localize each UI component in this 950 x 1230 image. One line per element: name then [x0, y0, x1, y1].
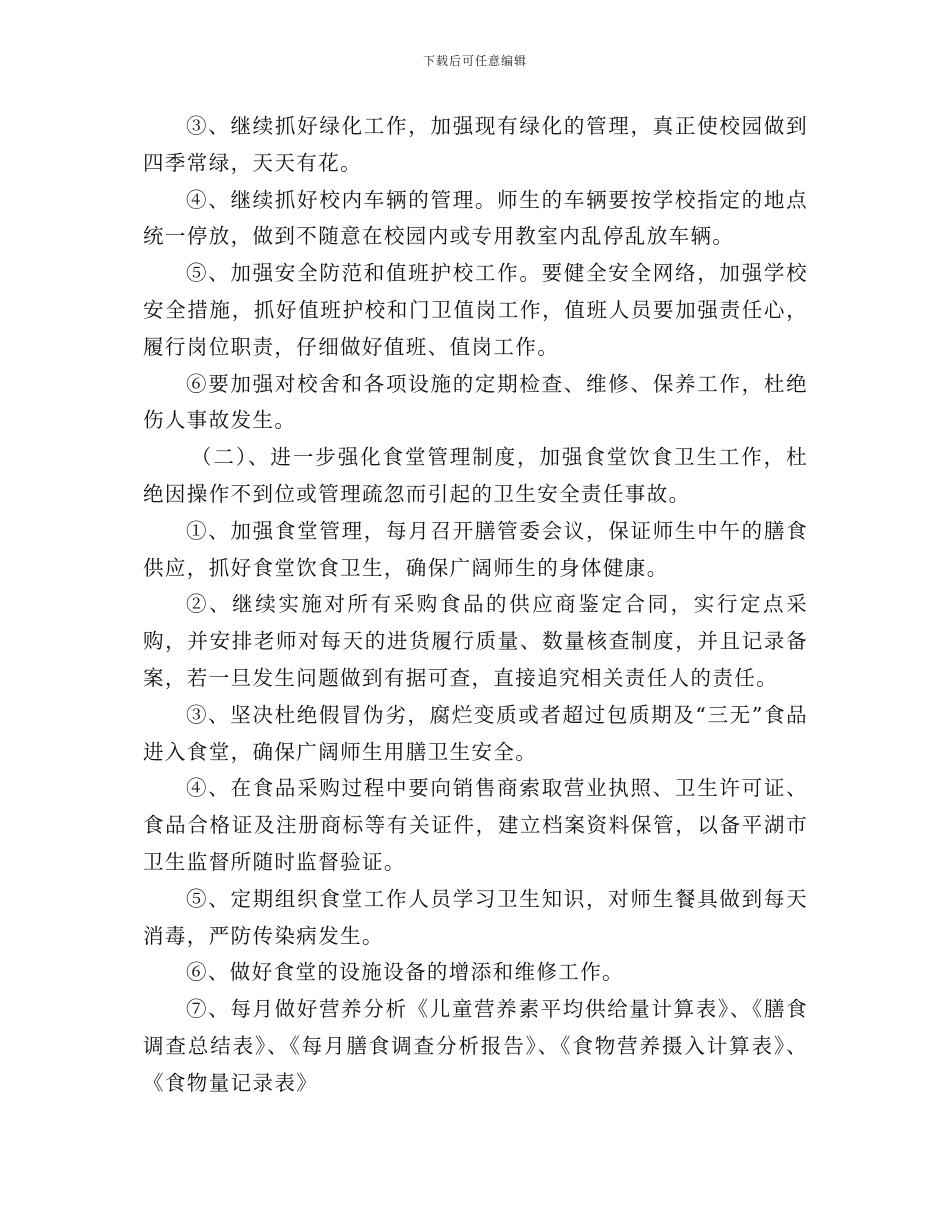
paragraph-nutrition-analysis: ⑦、每月做好营养分析《儿童营养素平均供给量计算表》、《膳食调查总结表》、《每月膳食调查分析报告》、《食物营养摄入计算表》、《食物量记录表》	[143, 997, 808, 1095]
paragraph-safety-duty: ⑤、加强安全防范和值班护校工作。要健全安全网络，加强学校安全措施，抓好值班护校和门卫值岗工作，值班人员要加强责任心，履行岗位职责，仔细做好值班、值岗工作。	[143, 261, 808, 359]
paragraph-food-procurement: ④、在食品采购过程中要向销售商索取营业执照、卫生许可证、食品合格证及注册商标等有关证件，建立档案资料保管，以备平湖市卫生监督所随时监督验证。	[143, 776, 808, 874]
paragraph-supplier-contract: ②、继续实施对所有采购食品的供应商鉴定合同，实行定点采购，并安排老师对每天的进货履行质量、数量核查制度，并且记录备案，若一旦发生问题做到有据可查，直接追究相关责任人的责任。	[143, 592, 808, 690]
paragraph-equipment-maintenance: ⑥、做好食堂的设施设备的增添和维修工作。	[186, 960, 624, 985]
paragraph-counterfeit-ban: ③、坚决杜绝假冒伪劣，腐烂变质或者超过包质期及“三无”食品进入食堂，确保广阔师生用膳卫生安全。	[143, 702, 808, 764]
page-header: 下载后可任意编辑	[422, 54, 527, 68]
paragraph-vehicle-management: ④、继续抓好校内车辆的管理。师生的车辆要按学校指定的地点统一停放，做到不随意在校园内或专用教室内乱停乱放车辆。	[143, 187, 808, 249]
section-heading-canteen: （二）、进一步强化食堂管理制度，加强食堂饮食卫生工作，杜绝因操作不到位或管理疏忽而引起的卫生安全责任事故。	[143, 445, 808, 506]
paragraph-greening: ③、继续抓好绿化工作，加强现有绿化的管理，真正使校园做到四季常绿，天天有花。	[143, 114, 808, 175]
document-body	[143, 108, 808, 1102]
paragraph-facility-inspection: ⑥要加强对校舍和各项设施的定期检查、维修、保养工作，杜绝伤人事故发生。	[143, 371, 808, 433]
paragraph-canteen-management: ①、加强食堂管理，每月召开膳管委会议，保证师生中午的膳食供应，抓好食堂饮食卫生，确保广阔师生的身体健康。	[143, 518, 808, 580]
paragraph-staff-training: ⑤、定期组织食堂工作人员学习卫生知识，对师生餐具做到每天消毒，严防传染病发生。	[143, 886, 808, 948]
